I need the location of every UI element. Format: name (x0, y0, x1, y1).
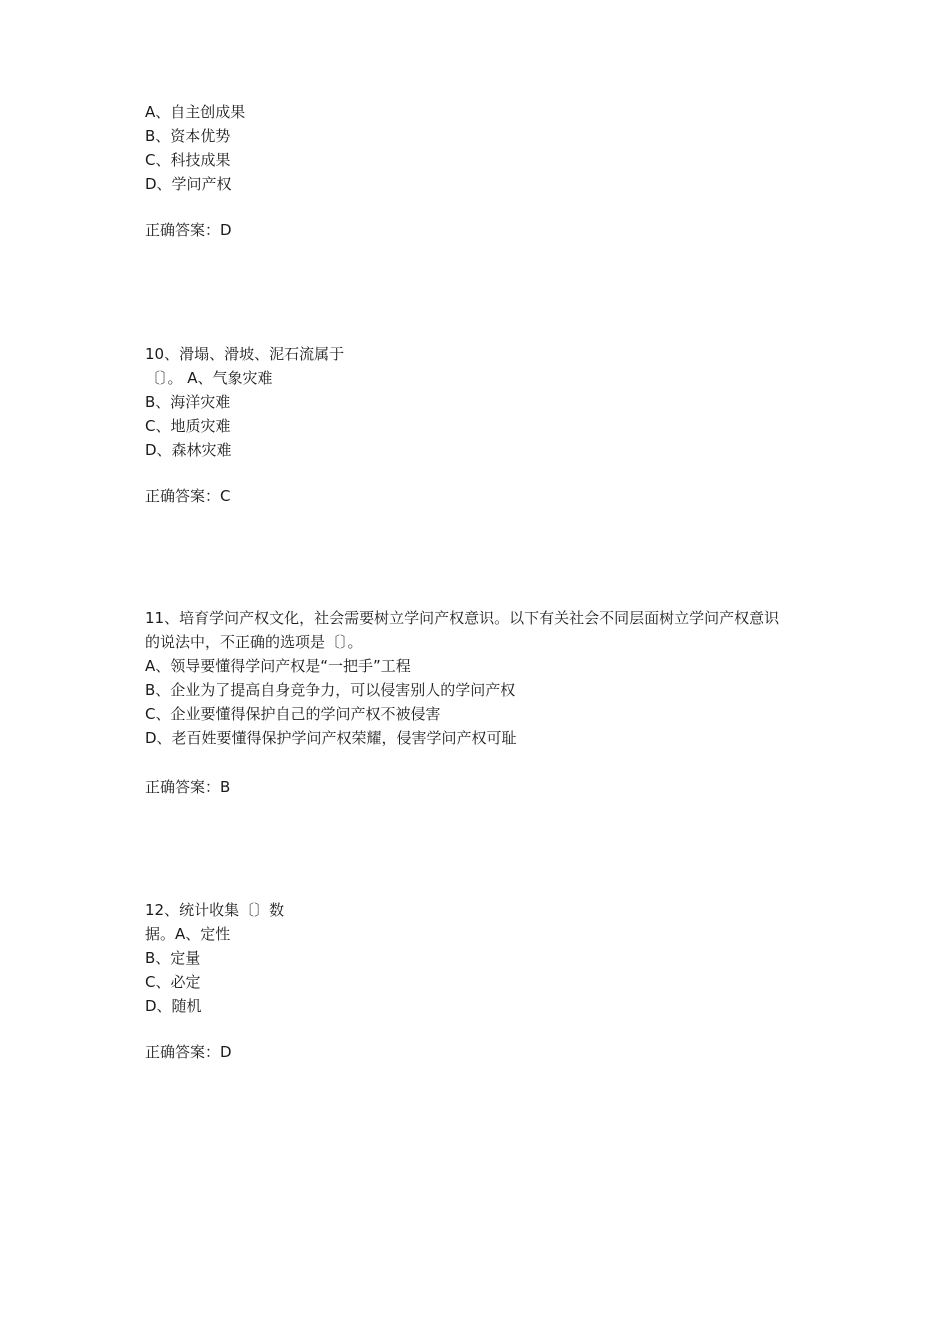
question-9-answer: 正确答案：D (145, 221, 232, 239)
option-c: C、地质灾难 (145, 417, 231, 435)
option-d: D、老百姓要懂得保护学问产权荣耀，侵害学问产权可耻 (145, 729, 517, 747)
question-12-answer: 正确答案：D (145, 1043, 232, 1061)
option-b: B、资本优势 (145, 127, 231, 145)
question-text: 11、培育学问产权文化，社会需要树立学问产权意识。以下有关社会不同层面树立学问产权意识 (145, 609, 780, 627)
question-text: 12、统计收集〔〕数 (145, 901, 285, 919)
option-d: D、学问产权 (145, 175, 232, 193)
question-10-answer: 正确答案：C (145, 487, 231, 505)
question-11 (145, 606, 825, 750)
question-text: 10、滑塌、滑坡、泥石流属于 (145, 345, 345, 363)
question-9-options (145, 100, 825, 196)
option-b: B、定量 (145, 949, 201, 967)
option-b: B、企业为了提高自身竞争力，可以侵害别人的学问产权 (145, 681, 516, 699)
question-text-continued: 据。A、定性 (145, 925, 231, 943)
option-c: C、必定 (145, 973, 201, 991)
option-d: D、随机 (145, 997, 202, 1015)
option-a: A、领导要懂得学问产权是“一把手”工程 (145, 657, 411, 675)
option-a: A、自主创成果 (145, 103, 246, 121)
question-11-answer: 正确答案：B (145, 778, 231, 796)
option-c: C、企业要懂得保护自己的学问产权不被侵害 (145, 705, 441, 723)
question-12 (145, 898, 825, 1018)
question-10 (145, 342, 825, 462)
option-b: B、海洋灾难 (145, 393, 231, 411)
question-text-continued: 的说法中，不正确的选项是〔〕。 (145, 633, 363, 651)
question-text-continued: 〔〕。 A、气象灾难 (145, 369, 273, 387)
option-d: D、森林灾难 (145, 441, 232, 459)
option-c: C、科技成果 (145, 151, 231, 169)
